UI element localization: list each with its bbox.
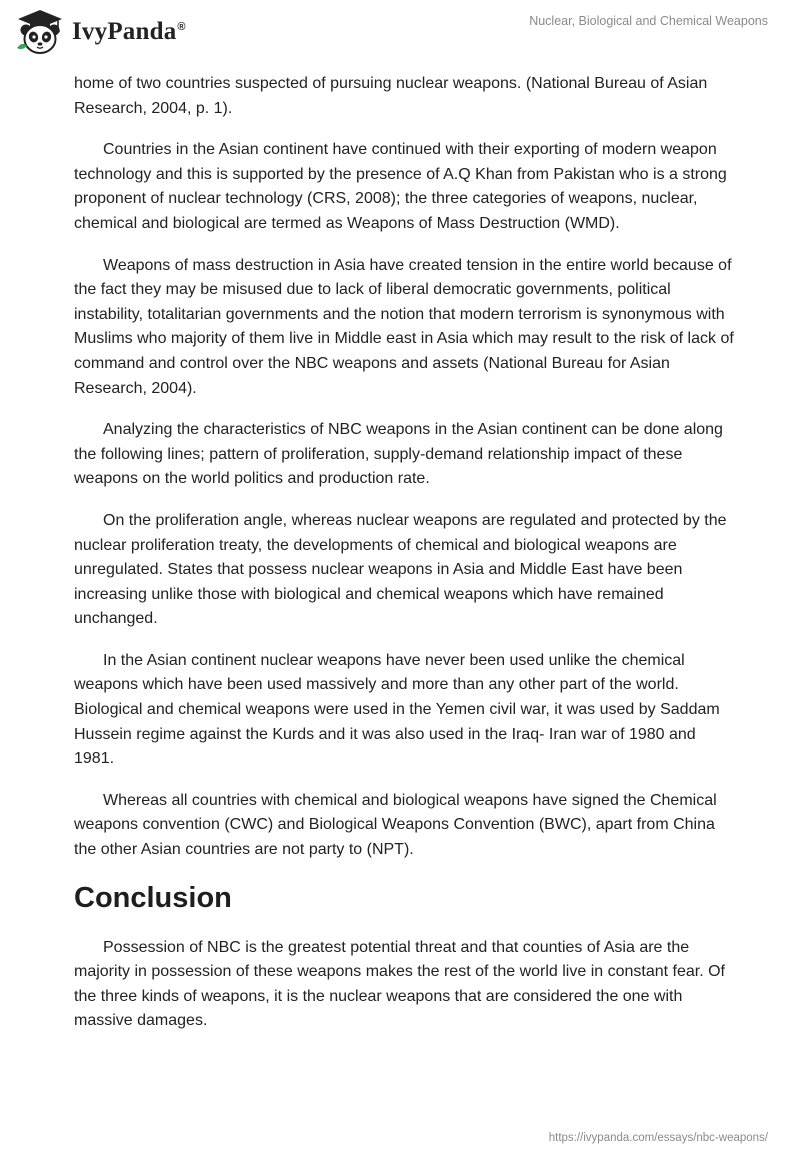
logo-text: IvyPanda® [72,18,186,45]
paragraph: home of two countries suspected of pursuing nuclear weapons. (National Bureau of Asian Research, 2004, p. 1). [74,75,708,117]
registered-mark: ® [177,20,186,33]
paragraph: Countries in the Asian continent have continued with their exporting of modern weapon technology and this is supported by the presence of A.Q Khan from Pakistan who is a strong proponent of nuclear technology (CRS, 2008); the three categories of weapons, nuclear, chemical and biological are termed as Weapons of Mass Destruction (WMD). [74,141,727,232]
paragraph: Possession of NBC is the greatest potential threat and that counties of Asia are the majority in possession of these weapons makes the rest of the world live in constant fear. Of the three kinds of weapons, it is the nuclear weapons that are considered the one with massive damages. [74,938,725,1030]
paragraph: Analyzing the characteristics of NBC weapons in the Asian continent can be done along the following lines; pattern of proliferation, supply-demand relationship impact of these weapons on the world politics and production rate. [74,421,723,488]
page-header [0,0,800,60]
paragraph: In the Asian continent nuclear weapons have never been used unlike the chemical weapons which have been used massively and more than any other part of the world. Biological and chemical weapons were used in the Yemen civil war, it was used by Saddam Hussein regime against the Kurds and it was also used in the Iraq- Iran war of 1980 and 1981. [74,651,720,768]
section-heading-conclusion: Conclusion [74,881,232,914]
panda-graduate-icon [14,8,66,56]
paragraph: On the proliferation angle, whereas nuclear weapons are regulated and protected by the nuclear proliferation treaty, the developments of chemical and biological weapons are unregulated. States that possess nuclear weapons in Asia and Middle East have been increasing unlike those with biological and chemical weapons which have remained unchanged. [74,511,727,628]
paragraph: Whereas all countries with chemical and biological weapons have signed the Chemical weapons convention (CWC) and Biological Weapons Convention (BWC), apart from China the other Asian countries are not party to (NPT). [74,791,717,859]
source-url-link[interactable]: https://ivypanda.com/essays/nbc-weapons/ [548,1132,768,1144]
essay-body [74,72,734,1051]
paragraph: Weapons of mass destruction in Asia have created tension in the entire world because of the fact they may be misused due to lack of liberal democratic governments, political instability, totalitarian governments and the notion that modern terrorism is synonymous with Muslims who majority of them live in Middle east in Asia which may result to the risk of lack of command and control over the NBC weapons and assets (National Bureau for Asian Research, 2004). [74,256,734,397]
document-title: Nuclear, Biological and Chemical Weapons [529,14,768,28]
ivypanda-logo[interactable] [14,8,186,56]
